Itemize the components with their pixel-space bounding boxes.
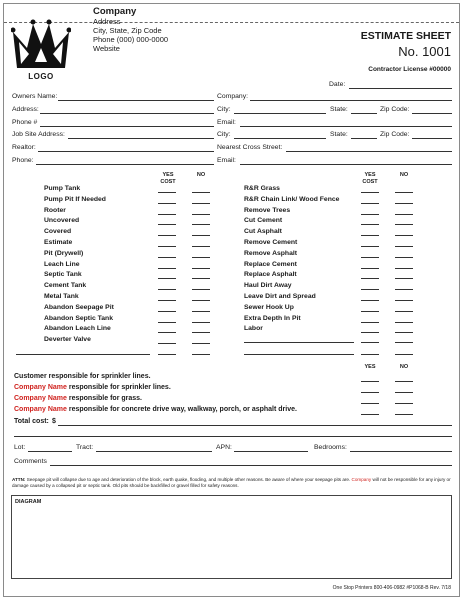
right-item-yes-field[interactable]: [361, 278, 379, 279]
sheet-title: ESTIMATE SHEET: [360, 30, 451, 42]
right-item-label: Replace Cement: [244, 260, 297, 268]
company-address: Address: [93, 17, 121, 26]
right-item-no-field[interactable]: [395, 246, 413, 247]
left-custom-no-field[interactable]: [192, 354, 210, 355]
apn-label: APN:: [216, 444, 232, 451]
left-item-yes-field[interactable]: [158, 300, 176, 301]
left-item-no-field[interactable]: [192, 235, 210, 236]
right-item-yes-field[interactable]: [361, 203, 379, 204]
left-item-no-field[interactable]: [192, 322, 210, 323]
right-custom-yes-field-1[interactable]: [361, 342, 379, 343]
right-item-no-field[interactable]: [395, 332, 413, 333]
phone2-field[interactable]: [36, 164, 214, 165]
logo-text: LOGO: [28, 72, 54, 81]
email-field[interactable]: [240, 126, 452, 127]
left-item-label: Pump Tank: [44, 185, 81, 192]
dollar-sign: $: [52, 418, 56, 425]
address-label: Address:: [12, 106, 39, 113]
right-item-no-field[interactable]: [395, 289, 413, 290]
right-custom-no-field-2[interactable]: [395, 354, 413, 355]
right-item-no-field[interactable]: [395, 268, 413, 269]
left-custom-item-field[interactable]: [16, 354, 150, 355]
realtor-field[interactable]: [38, 151, 214, 152]
right-item-label: Remove Cement: [244, 239, 298, 246]
right-item-no-field[interactable]: [395, 224, 413, 225]
left-item-label: Deverter Valve: [44, 336, 91, 344]
right-item-label: Sewer Hook Up: [244, 303, 294, 311]
right-item-no-field[interactable]: [395, 278, 413, 279]
right-custom-no-field-1[interactable]: [395, 342, 413, 343]
left-item-no-field[interactable]: [192, 246, 210, 247]
left-item-no-field[interactable]: [192, 289, 210, 290]
left-item-label: Metal Tank: [44, 293, 79, 300]
zip2-field[interactable]: [412, 138, 452, 139]
right-item-yes-field[interactable]: [361, 268, 379, 269]
company-field[interactable]: [250, 100, 452, 101]
state-field[interactable]: [351, 113, 377, 114]
left-yes-cost-header: YES COST: [160, 172, 176, 185]
left-item-no-field[interactable]: [192, 224, 210, 225]
right-item-no-field[interactable]: [395, 322, 413, 323]
right-item-yes-field[interactable]: [361, 214, 379, 215]
bedrooms-field[interactable]: [350, 451, 452, 452]
right-item-yes-field[interactable]: [361, 246, 379, 247]
date-label: Date:: [329, 81, 346, 88]
resp-sprinkler-no[interactable]: [395, 392, 413, 393]
right-yes-cost-header: YES COST: [362, 172, 378, 185]
apn-field[interactable]: [234, 451, 308, 452]
lot-label: Lot:: [14, 444, 26, 451]
left-item-label: Abandon Seepage Pit: [44, 303, 114, 311]
right-item-no-field[interactable]: [395, 300, 413, 301]
comments-label: Comments: [14, 458, 47, 465]
right-item-label: R&R Grass: [244, 185, 280, 192]
left-item-yes-field[interactable]: [158, 203, 176, 204]
city2-label: City:: [217, 131, 231, 138]
left-item-label: Covered: [44, 228, 72, 236]
bedrooms-label: Bedrooms:: [314, 444, 347, 451]
phone-label: Phone #: [12, 119, 38, 126]
city2-field[interactable]: [234, 138, 326, 139]
left-item-yes-field[interactable]: [158, 246, 176, 247]
date-field[interactable]: [349, 88, 452, 89]
left-item-label: Rooter: [44, 206, 66, 214]
right-item-label: R&R Chain Link/ Wood Fence: [244, 195, 340, 203]
state2-label: State:: [330, 131, 348, 138]
diagram-label: DIAGRAM: [15, 499, 42, 505]
left-item-label: Estimate: [44, 239, 73, 246]
right-no-header: NO: [399, 172, 409, 178]
company-name: Company: [93, 6, 137, 17]
right-item-yes-field[interactable]: [361, 300, 379, 301]
right-item-no-field[interactable]: [395, 311, 413, 312]
left-item-yes-field[interactable]: [158, 289, 176, 290]
left-item-no-field[interactable]: [192, 192, 210, 193]
zip-field[interactable]: [412, 113, 452, 114]
resp-no-header: NO: [399, 364, 409, 370]
right-item-no-field[interactable]: [395, 214, 413, 215]
owners-name-field[interactable]: [58, 100, 214, 101]
resp-yes-header: YES: [364, 364, 376, 370]
right-item-label: Extra Depth In Pit: [244, 314, 301, 322]
right-item-label: Remove Asphalt: [244, 249, 298, 257]
total-cost-label: Total cost:: [14, 418, 49, 425]
city-label: City:: [217, 106, 231, 113]
left-item-label: Septic Tank: [44, 271, 82, 279]
right-item-yes-field[interactable]: [361, 192, 379, 193]
left-item-label: Abandon Septic Tank: [44, 314, 113, 322]
left-item-label: Uncovered: [44, 217, 80, 225]
left-item-no-field[interactable]: [192, 203, 210, 204]
resp-customer-no[interactable]: [395, 381, 413, 382]
realtor-label: Realtor:: [12, 144, 36, 151]
comments-field[interactable]: [50, 465, 452, 466]
cross-street-field[interactable]: [286, 151, 452, 152]
state2-field[interactable]: [351, 138, 377, 139]
resp-sprinkler-yes[interactable]: [361, 392, 379, 393]
phone-field[interactable]: [40, 126, 214, 127]
right-item-yes-field[interactable]: [361, 224, 379, 225]
right-item-label: Cut Asphalt: [244, 228, 282, 236]
right-custom-item-field-2[interactable]: [244, 354, 354, 355]
job-site-label: Job Site Address:: [12, 131, 65, 138]
right-item-yes-field[interactable]: [361, 289, 379, 290]
resp-concrete-no[interactable]: [395, 414, 413, 415]
email2-field[interactable]: [240, 164, 452, 165]
right-item-yes-field[interactable]: [361, 322, 379, 323]
left-item-no-field[interactable]: [192, 257, 210, 258]
left-item-label: Leach Line: [44, 260, 80, 268]
email-label: Email:: [217, 119, 236, 126]
lot-field[interactable]: [28, 451, 72, 452]
total-extra-line[interactable]: [14, 436, 452, 437]
cross-street-label: Nearest Cross Street:: [217, 144, 283, 151]
left-item-label: Pump Pit If Needed: [44, 195, 106, 203]
total-cost-field[interactable]: [58, 425, 452, 426]
printer-footer: One Stop Printers 800-406-0982 #P1068-B Rev. 7/18: [332, 585, 451, 591]
state-label: State:: [330, 106, 348, 113]
contractor-license: Contractor License #00000: [368, 66, 451, 73]
left-item-yes-field[interactable]: [158, 332, 176, 333]
left-item-yes-field[interactable]: [158, 257, 176, 258]
right-item-yes-field[interactable]: [361, 235, 379, 236]
left-item-label: Pit (Drywell): [44, 249, 84, 257]
resp-line-sprinkler: Company Name responsible for sprinkler lines.: [14, 384, 171, 391]
left-item-no-field[interactable]: [192, 343, 210, 344]
diagram-box[interactable]: [11, 495, 452, 579]
left-item-no-field[interactable]: [192, 332, 210, 333]
left-item-no-field[interactable]: [192, 268, 210, 269]
left-item-no-field[interactable]: [192, 214, 210, 215]
tract-label: Tract:: [76, 444, 94, 451]
right-item-no-field[interactable]: [395, 257, 413, 258]
left-item-label: Cement Tank: [44, 282, 87, 290]
right-item-yes-field[interactable]: [361, 311, 379, 312]
company-website: Website: [93, 44, 120, 53]
resp-line-concrete: Company Name responsible for concrete drive way, walkway, porch, or asphalt drive.: [14, 406, 297, 413]
left-custom-yes-field[interactable]: [158, 354, 176, 355]
right-item-label: Remove Trees: [244, 206, 291, 214]
right-item-label: Labor: [244, 325, 263, 333]
resp-customer-yes[interactable]: [361, 381, 379, 382]
attn-notice: ATTN: Seepage pit will collapse due to age and deterioration of the block, earth quake, flooding, and multiple other reasons. Be aware of where your seepage pits are. Company will not be responsible for any injury or damage caused by a collapsed pit or septic tank. Old pits should be backfilled or gravel filled for safety reasons.: [12, 477, 451, 489]
address-field[interactable]: [40, 113, 214, 114]
left-item-yes-field[interactable]: [158, 268, 176, 269]
left-item-yes-field[interactable]: [158, 224, 176, 225]
left-item-label: Abandon Leach Line: [44, 325, 111, 333]
right-custom-yes-field-2[interactable]: [361, 354, 379, 355]
resp-concrete-yes[interactable]: [361, 414, 379, 415]
right-item-label: Haul Dirt Away: [244, 282, 292, 290]
right-item-no-field[interactable]: [395, 203, 413, 204]
owners-name-label: Owners Name:: [12, 93, 58, 100]
left-item-yes-field[interactable]: [158, 192, 176, 193]
left-item-yes-field[interactable]: [158, 235, 176, 236]
right-item-label: Replace Asphalt: [244, 271, 297, 279]
estimate-number: No. 1001: [398, 44, 451, 59]
city-field[interactable]: [234, 113, 326, 114]
zip2-label: Zip Code:: [380, 131, 410, 138]
right-item-yes-field[interactable]: [361, 332, 379, 333]
left-item-no-field[interactable]: [192, 278, 210, 279]
left-item-yes-field[interactable]: [158, 343, 176, 344]
resp-line-grass: Company Name responsible for grass.: [14, 395, 142, 402]
right-item-no-field[interactable]: [395, 192, 413, 193]
resp-line-customer: Customer responsible for sprinkler lines.: [14, 373, 151, 380]
resp-grass-no[interactable]: [395, 403, 413, 404]
company-city: City, State, Zip Code: [93, 26, 162, 35]
company-label: Company:: [217, 93, 248, 100]
email2-label: Email:: [217, 157, 236, 164]
left-item-no-field[interactable]: [192, 300, 210, 301]
left-item-yes-field[interactable]: [158, 214, 176, 215]
left-item-yes-field[interactable]: [158, 322, 176, 323]
job-site-field[interactable]: [68, 138, 214, 139]
phone2-label: Phone:: [12, 157, 34, 164]
right-item-no-field[interactable]: [395, 235, 413, 236]
left-item-yes-field[interactable]: [158, 311, 176, 312]
company-phone: Phone (000) 000-0000: [93, 35, 169, 44]
right-item-label: Leave Dirt and Spread: [244, 293, 316, 300]
perforation-line: [4, 22, 459, 23]
left-item-yes-field[interactable]: [158, 278, 176, 279]
left-item-no-field[interactable]: [192, 311, 210, 312]
zip-label: Zip Code:: [380, 106, 410, 113]
right-item-label: Cut Cement: [244, 217, 283, 225]
right-item-yes-field[interactable]: [361, 257, 379, 258]
right-custom-item-field-1[interactable]: [244, 342, 354, 343]
resp-grass-yes[interactable]: [361, 403, 379, 404]
left-no-header: NO: [196, 172, 206, 178]
tract-field[interactable]: [96, 451, 212, 452]
